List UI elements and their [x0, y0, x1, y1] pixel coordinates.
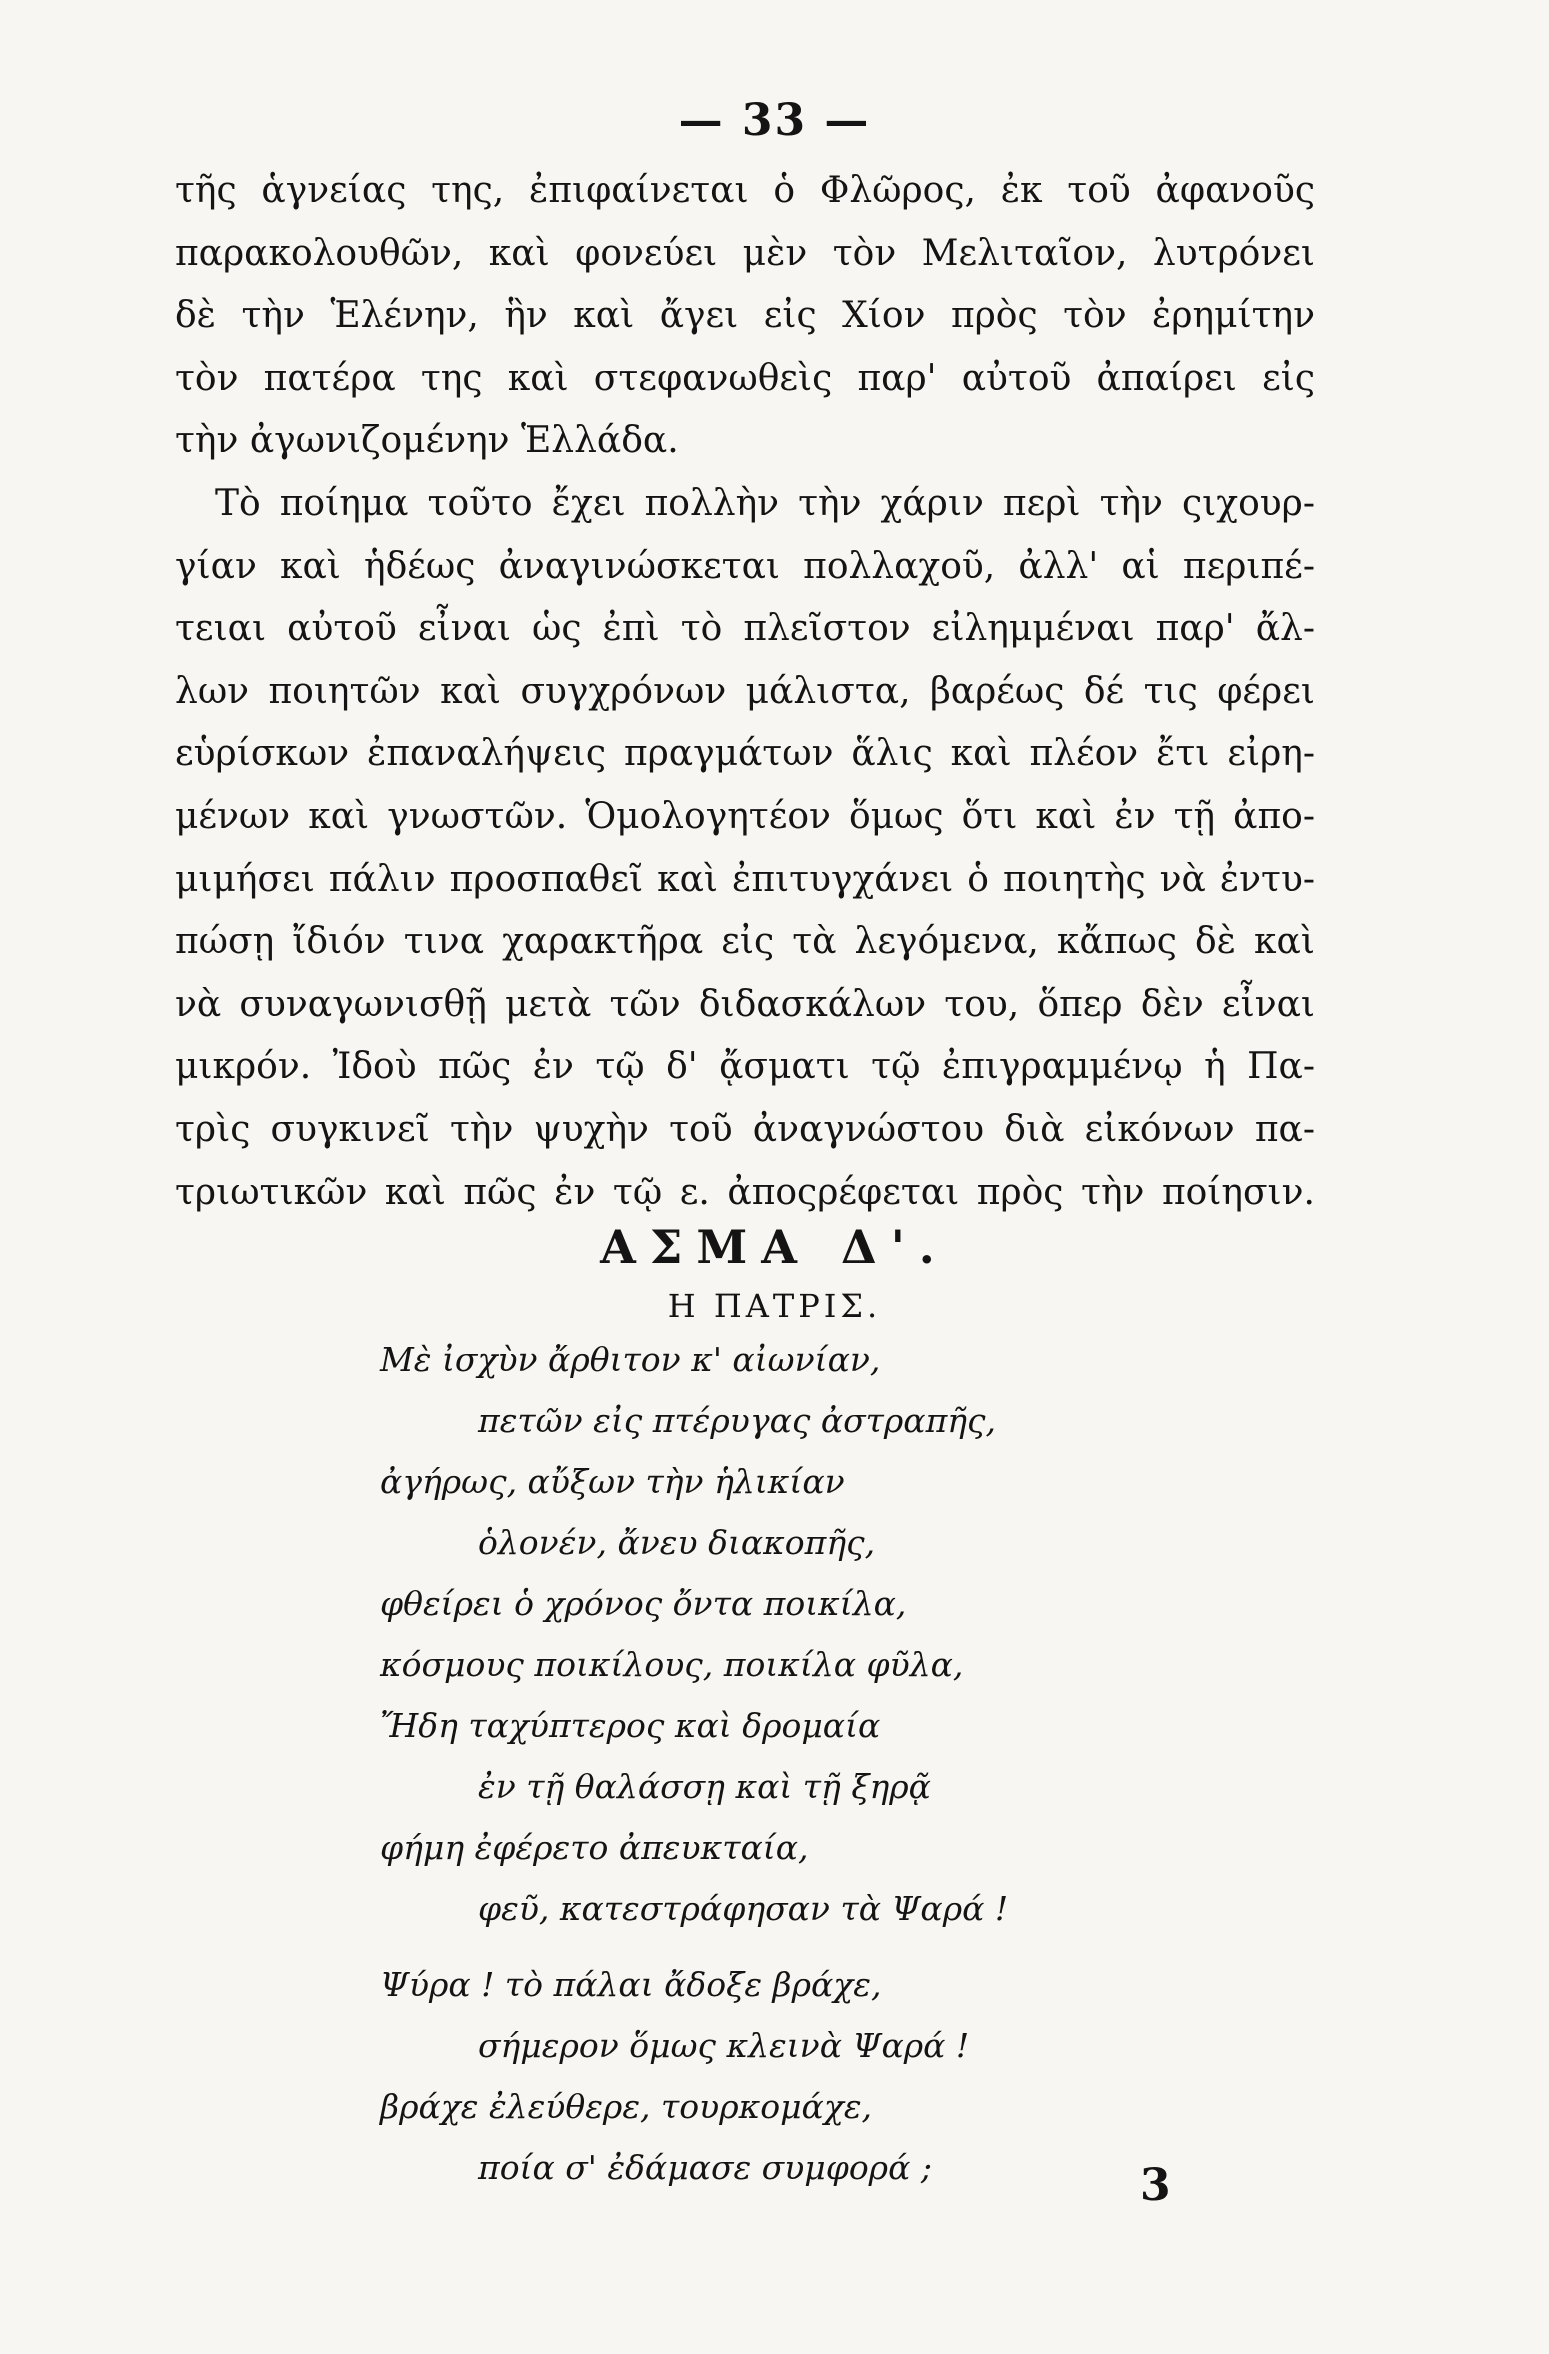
- section-heading: ΑΣΜΑ Δ'.: [600, 1220, 949, 1274]
- prose-line: τῆς ἁγνείας της, ἐπιφαίνεται ὁ Φλῶρος, ἐκ τοῦ ἀφανοῦς: [175, 170, 1315, 211]
- verse-line: φήμη ἐφέρετο ἀπευκταία,: [380, 1828, 809, 1867]
- prose-line: νὰ συναγωνισθῇ μετὰ τῶν διδασκάλων του, ὅπερ δὲν εἶναι: [175, 983, 1315, 1025]
- prose-body: [175, 160, 1315, 1224]
- prose-line: τρὶς συγκινεῖ τὴν ψυχὴν τοῦ ἀναγνώστου διὰ εἰκόνων πα-: [175, 1108, 1315, 1150]
- prose-line: τριωτικῶν καὶ πῶς ἐν τῷ ε. ἀποςρέφεται πρὸς τὴν ποίησιν.: [175, 1171, 1315, 1213]
- prose-line: παρακολουθῶν, καὶ φονεύει μὲν τὸν Μελιταῖον, λυτρόνει: [175, 232, 1315, 274]
- prose-line: μιμήσει πάλιν προσπαθεῖ καὶ ἐπιτυγχάνει ὁ ποιητὴς νὰ ἐντυ-: [175, 858, 1315, 900]
- page-number: — 33 —: [678, 95, 871, 146]
- prose-line: μικρόν. Ἰδοὺ πῶς ἐν τῷ δ' ᾄσματι τῷ ἐπιγραμμένῳ ἡ Πα-: [175, 1046, 1315, 1088]
- prose-line: δὲ τὴν Ἑλένην, ἣν καὶ ἄγει εἰς Χίον πρὸς τὸν ἐρημίτην: [175, 295, 1315, 337]
- prose-line: τὴν ἀγωνιζομένην Ἑλλάδα.: [175, 420, 679, 462]
- verse-line: ἀγήρως, αὔξων τὴν ἡλικίαν: [380, 1462, 845, 1501]
- prose-line: τὸν πατέρα της καὶ στεφανωθεὶς παρ' αὐτοῦ ἀπαίρει εἰς: [175, 357, 1315, 399]
- prose-line: λων ποιητῶν καὶ συγχρόνων μάλιστα, βαρέως δέ τις φέρει: [175, 670, 1315, 712]
- prose-line: μένων καὶ γνωστῶν. Ὁμολογητέον ὅμως ὅτι καὶ ἐν τῇ ἀπο-: [175, 795, 1315, 837]
- verse-line: ποία σ' ἐδάμασε συμφορά ;: [478, 2148, 932, 2187]
- verse-line: ἐν τῇ θαλάσσῃ καὶ τῇ ξηρᾷ: [478, 1767, 931, 1806]
- prose-line: εὑρίσκων ἐπαναλήψεις πραγμάτων ἅλις καὶ πλέον ἔτι εἰρη-: [175, 733, 1315, 775]
- verse-line: πετῶν εἰς πτέρυγας ἀστραπῆς,: [478, 1401, 997, 1440]
- verse-line: ὁλονέν, ἄνευ διακοπῆς,: [478, 1523, 876, 1562]
- verse-line: Μὲ ἰσχὺν ἄρθιτον κ' αἰωνίαν,: [380, 1340, 881, 1379]
- prose-line: πώσῃ ἴδιόν τινα χαρακτῆρα εἰς τὰ λεγόμενα, κἄπως δὲ καὶ: [175, 921, 1315, 963]
- prose-line: γίαν καὶ ἡδέως ἀναγινώσκεται πολλαχοῦ, ἀλλ' αἱ περιπέ-: [175, 545, 1315, 587]
- signature-mark: 3: [1140, 2160, 1171, 2211]
- verse-line: βράχε ἐλεύθερε, τουρκομάχε,: [380, 2087, 873, 2126]
- prose-line: τειαι αὐτοῦ εἶναι ὡς ἐπὶ τὸ πλεῖστον εἰλημμέναι παρ' ἄλ-: [175, 608, 1315, 650]
- verse-line: Ψύρα ! τὸ πάλαι ἄδοξε βράχε,: [380, 1965, 882, 2004]
- verse-line: φθείρει ὁ χρόνος ὄντα ποικίλα,: [380, 1584, 907, 1623]
- poem-title: Η ΠΑΤΡΙΣ.: [667, 1287, 882, 1325]
- verse-line: σήμερον ὅμως κλεινὰ Ψαρά !: [478, 2026, 970, 2065]
- verse-line: Ἤδη ταχύπτερος καὶ δρομαία: [380, 1706, 881, 1745]
- verse-line: φεῦ, κατεστράφησαν τὰ Ψαρά !: [478, 1889, 1009, 1928]
- prose-line: Τὸ ποίημα τοῦτο ἔχει πολλὴν τὴν χάριν περὶ τὴν ςιχουρ-: [215, 482, 1315, 524]
- verse-line: κόσμους ποικίλους, ποικίλα φῦλα,: [380, 1645, 964, 1684]
